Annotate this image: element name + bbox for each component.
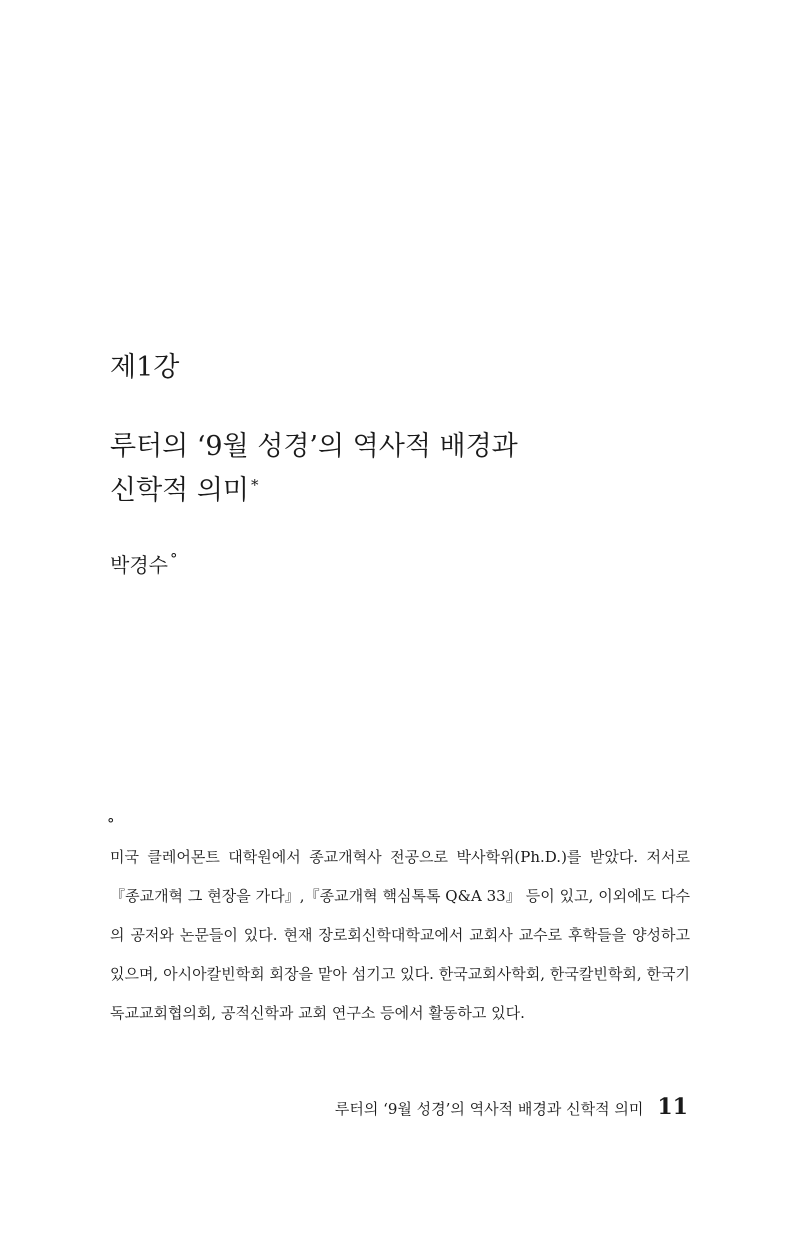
title-note-mark: * <box>251 476 259 494</box>
author-footnote: 미국 클레어몬트 대학원에서 종교개혁사 전공으로 박사학위(Ph.D.)를 받았다. 저서로 『종교개혁 그 현장을 가다』,『종교개혁 핵심톡톡 Q&A 33』 등이 있고, 이외에도 다수의 공저와 논문들이 있다. 현재 장로회신학대학교에서 교회사 교수로 후학들을 양성하고 있으며, 아시아칼빈학회 회장을 맡아 섬기고 있다. 한국교회사학회, 한국칼빈학회, 한국기독교교회협의회, 공적신학과 교회 연구소 등에서 활동하고 있다. <box>110 848 690 1022</box>
author-note-mark: ° <box>169 550 178 568</box>
chapter-title-line-2: 신학적 의미 <box>110 475 249 506</box>
running-footer <box>335 1092 688 1122</box>
chapter-title-line-2-wrap <box>110 469 710 513</box>
chapter-title <box>110 425 710 513</box>
chapter-title-line-1: 루터의 ‘9월 성경’의 역사적 배경과 <box>110 431 518 462</box>
running-title: 루터의 ‘9월 성경’의 역사적 배경과 신학적 의미 <box>334 1100 644 1118</box>
page-number: 11 <box>657 1094 688 1120</box>
author-byline <box>110 550 177 580</box>
lecture-number: 제1강 <box>110 352 180 383</box>
author-name: 박경수 <box>110 553 168 577</box>
footnote-marker: ° <box>107 815 115 833</box>
